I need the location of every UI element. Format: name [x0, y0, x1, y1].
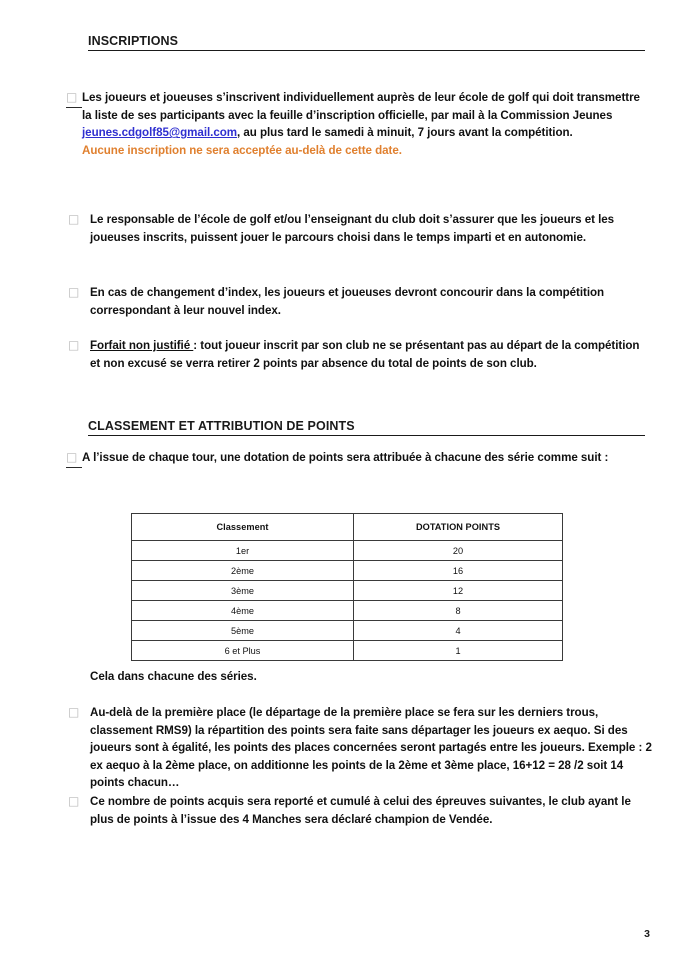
cell-rank: 3ème: [132, 581, 354, 601]
list-item: [68, 284, 608, 319]
list-item-text: [90, 337, 652, 372]
cell-rank: 6 et Plus: [132, 641, 354, 661]
checkbox-square-icon: □: [66, 89, 82, 108]
list-item: [68, 704, 652, 792]
checkbox-square-icon: □: [68, 794, 80, 808]
after-table-note: Cela dans chacune des séries.: [90, 670, 257, 683]
list-item-text: En cas de changement d’index, les joueurs et joueuses devront concourir dans la compétition correspondant à leur nouvel index.: [90, 286, 605, 317]
cell-points: 20: [354, 541, 563, 561]
table-row: [132, 561, 563, 581]
forfait-body-text: : tout joueur inscrit par son club ne se présentant pas au départ de la compétition et non excusé se verra retirer 2 points par absence du total de points de son club.: [90, 339, 640, 370]
list-item: [66, 89, 652, 159]
table-row: [132, 581, 563, 601]
list-item-text: A l’issue de chaque tour, une dotation de points sera attribuée à chacune des série comme suit :: [82, 451, 609, 464]
forfait-underlined-lead: Forfait non justifié: [90, 339, 194, 352]
page-number: 3: [644, 928, 650, 940]
list-item: [68, 211, 652, 246]
cell-points: 4: [354, 621, 563, 641]
list-item-text: Le responsable de l’école de golf et/ou l’enseignant du club doit s’assurer que les joueurs et les joueuses inscrits, puissent jouer le parcours choisi dans le temps imparti et en autonomie.: [90, 213, 615, 244]
list-item-text: Au-delà de la première place (le départage de la première place se fera sur les derniers trous, classement RMS9) la répartition des points sera faite sans départager les joueurs ex aequo. Si des joueurs sont à égalité, les points des places concernées seront partagés entre les joueurs. Exemple : 2 ex aequo à la 2ème place, on additionne les points de la 2ème et 3ème place, 16+12 = 28 /2 soit 14 points chacun…: [90, 706, 652, 790]
deadline-warning-text: Aucune inscription ne sera acceptée au-delà de cette date.: [82, 143, 402, 157]
cell-points: 1: [354, 641, 563, 661]
section-heading-inscriptions: INSCRIPTIONS: [88, 34, 645, 51]
cell-rank: 2ème: [132, 561, 354, 581]
cell-points: 8: [354, 601, 563, 621]
column-header-dotation-points: DOTATION POINTS: [354, 514, 563, 541]
list-item: [68, 793, 652, 828]
column-header-classement: Classement: [132, 514, 354, 541]
checkbox-square-icon: □: [68, 212, 80, 226]
checkbox-square-icon: □: [68, 285, 80, 299]
table-row: [132, 621, 563, 641]
bullet1-text-after-link: , au plus tard le samedi à minuit, 7 jours avant la compétition.: [237, 126, 573, 140]
section-heading-classement: CLASSEMENT ET ATTRIBUTION DE POINTS: [88, 419, 645, 436]
cell-points: 16: [354, 561, 563, 581]
table-row: [132, 541, 563, 561]
list-item: [68, 337, 652, 372]
cell-rank: 1er: [132, 541, 354, 561]
checkbox-square-icon: □: [68, 705, 80, 719]
bullet1-text-before-link: Les joueurs et joueuses s’inscrivent individuellement auprès de leur école de golf qui doit transmettre la liste de ses participants avec la feuille d’inscription officielle, par mail à la Commission Jeunes: [82, 91, 640, 122]
list-item-text: Ce nombre de points acquis sera reporté et cumulé à celui des épreuves suivantes, le club ayant le plus de points à l’issue des 4 Manches sera déclaré champion de Vendée.: [90, 795, 631, 826]
checkbox-square-icon: □: [68, 338, 80, 352]
list-item-text: [82, 89, 652, 159]
list-item: [66, 449, 652, 468]
points-table-container: [131, 513, 562, 661]
email-link[interactable]: jeunes.cdgolf85@gmail.com: [82, 126, 238, 140]
table-row: [132, 641, 563, 661]
points-table: [131, 513, 563, 661]
table-row: [132, 601, 563, 621]
cell-rank: 5ème: [132, 621, 354, 641]
table-header-row: [132, 514, 563, 541]
checkbox-square-icon: □: [66, 449, 82, 468]
cell-points: 12: [354, 581, 563, 601]
cell-rank: 4ème: [132, 601, 354, 621]
